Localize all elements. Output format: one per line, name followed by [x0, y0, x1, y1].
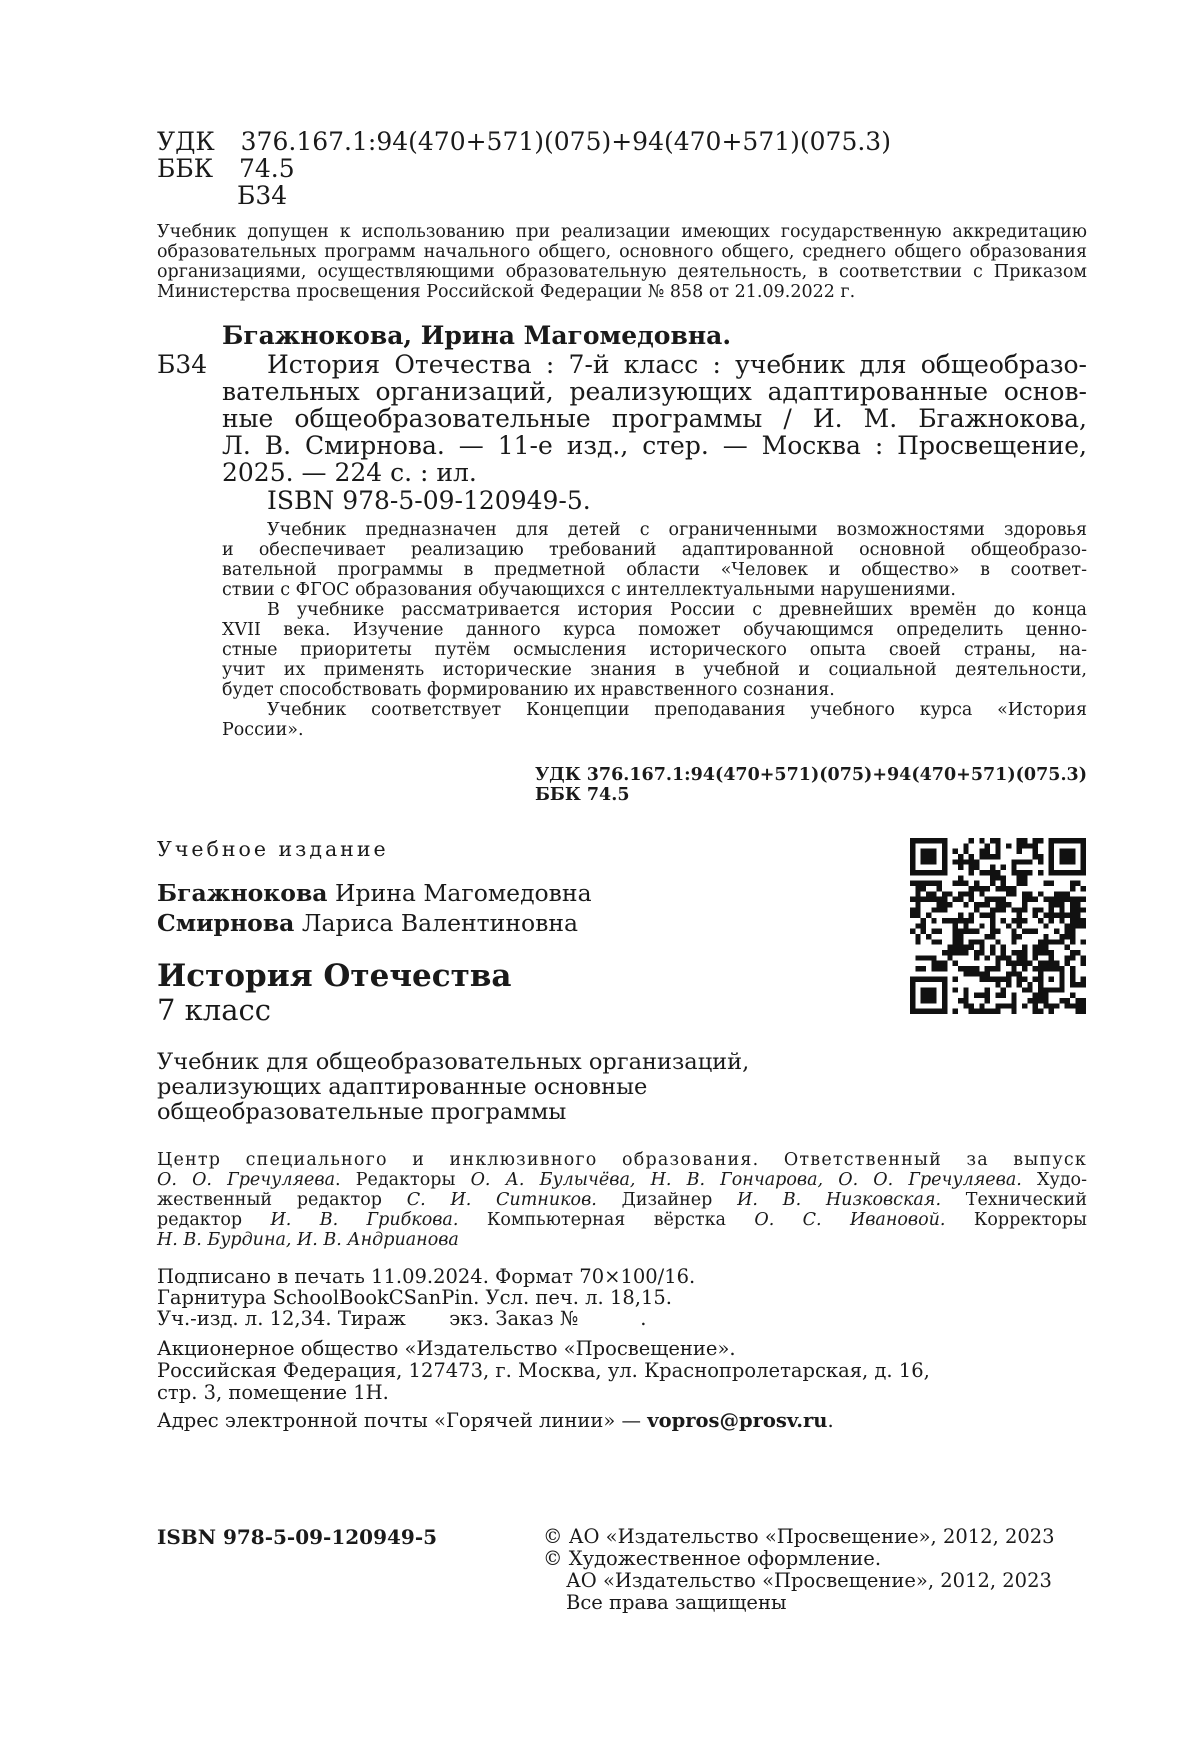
qr-code-icon — [910, 838, 1086, 1014]
annotation-line: стные приоритеты путём осмысления исторического опыта своей страны, на- — [222, 640, 1087, 660]
print-info — [157, 1266, 695, 1329]
subtitle-line: Учебник для общеобразовательных организаций, — [157, 1049, 750, 1075]
credit-text: Корректоры — [945, 1210, 1087, 1230]
author-name: Ирина Магомедовна — [335, 879, 592, 907]
annotation-line: Учебник соответствует Концепции преподавания учебного курса «История — [267, 700, 1087, 720]
footer-copyright — [543, 1526, 1055, 1614]
udk-label: УДК — [157, 127, 215, 156]
credit-person: О. С. Ивановой. — [754, 1210, 946, 1230]
approval-line: образовательных программ начального общего, основного общего, среднего общего образования — [157, 242, 1087, 262]
subtitle-line: реализующих адаптированные основные — [157, 1074, 648, 1100]
approval-line: организациями, осуществляющими образовательную деятельность, в соответствии с Приказом — [157, 262, 1087, 282]
credits-line — [157, 1170, 1087, 1190]
author-name: Лариса Валентиновна — [301, 909, 579, 937]
bbk-value: 74.5 — [239, 154, 295, 183]
author-line — [157, 878, 592, 908]
credit-person: С. И. Ситников. — [406, 1190, 597, 1210]
copyright-line: © Художественное оформление. — [543, 1547, 882, 1570]
catalog-author-heading: Бгажнокова, Ирина Магомедовна. — [222, 321, 732, 350]
author-surname: Смирнова — [157, 909, 295, 937]
credits-line — [157, 1210, 1087, 1230]
description-line: 2025. — 224 с. : ил. — [222, 458, 477, 487]
author-line — [157, 908, 592, 938]
publisher-line: стр. 3, помещение 1Н. — [157, 1381, 389, 1404]
catalog-annotation — [222, 520, 1087, 740]
annotation-line: учит их применять исторические знания в учебной и социальной деятельности, — [222, 660, 1087, 680]
credit-text: редактор — [157, 1210, 271, 1230]
credits-line — [157, 1190, 1087, 1210]
credits — [157, 1150, 1087, 1250]
catalog-description — [222, 351, 1087, 486]
credit-person: О. О. Гречуляева — [157, 1170, 336, 1190]
bbk-right: ББК 74.5 — [534, 785, 630, 805]
annotation-line: ствии с ФГОС образования обучающихся с интеллектуальными нарушениями. — [222, 580, 956, 600]
bbk-line — [157, 155, 295, 182]
catalog-mark: Б34 — [157, 350, 208, 379]
udk-right: УДК 376.167.1:94(470+571)(075)+94(470+571)(075.3) — [534, 765, 1087, 785]
book-subtitle — [157, 1050, 749, 1125]
catalog-udk-right — [535, 765, 1087, 805]
credit-text: Технический — [941, 1190, 1087, 1210]
copyright-line: Все права защищены — [566, 1591, 787, 1614]
annotation-line: России». — [222, 720, 304, 740]
publisher-info — [157, 1338, 930, 1404]
udk-value: 376.167.1:94(470+571)(075)+94(470+571)(075.3) — [240, 127, 891, 156]
hotline-text: Адрес электронной почты «Горячей линии» — — [157, 1409, 648, 1432]
catalog-isbn: ISBN 978-5-09-120949-5. — [267, 486, 591, 515]
bbk-label: ББК — [157, 154, 214, 183]
credit-text: Худо- — [1021, 1170, 1087, 1190]
subtitle-line: общеобразовательные программы — [157, 1099, 567, 1125]
description-line: вательных организаций, реализующих адаптированные основ- — [222, 377, 1087, 406]
description-line: Л. В. Смирнова. — 11-е изд., стер. — Москва : Просвещение, — [222, 431, 1087, 460]
author-mark: Б34 — [237, 181, 288, 210]
print-info-line: Гарнитура SchoolBookCSanPin. Усл. печ. л. 18,15. — [157, 1286, 672, 1309]
footer-isbn: ISBN 978-5-09-120949-5 — [157, 1525, 438, 1549]
annotation-line: В учебнике рассматривается история России с древнейших времён до конца — [267, 600, 1087, 620]
approval-line: Учебник допущен к использованию при реализации имеющих государственную аккредитацию — [157, 222, 1087, 242]
approval-text — [157, 222, 1087, 302]
publisher-line: Акционерное общество «Издательство «Просвещение». — [157, 1337, 736, 1360]
credits-line: Центр специального и инклюзивного образования. Ответственный за выпуск — [157, 1150, 1087, 1170]
approval-line: Министерства просвещения Российской Федерации № 858 от 21.09.2022 г. — [157, 282, 856, 302]
annotation-line: Учебник предназначен для детей с ограниченными возможностями здоровья — [267, 520, 1087, 540]
publisher-line: Российская Федерация, 127473, г. Москва, ул. Краснопролетарская, д. 16, — [157, 1359, 930, 1382]
credit-text: Компьютерная вёрстка — [458, 1210, 755, 1230]
annotation-line: будет способствовать формированию их нравственного сознания. — [222, 680, 835, 700]
edition-label: Учебное издание — [157, 837, 389, 861]
copyright-line: АО «Издательство «Просвещение», 2012, 2023 — [566, 1569, 1052, 1592]
book-title: История Отечества — [157, 958, 512, 994]
hotline-email[interactable]: vopros@prosv.ru — [647, 1409, 828, 1432]
hotline — [157, 1410, 834, 1432]
credits-line: Н. В. Бурдина, И. В. Андрианова — [157, 1230, 459, 1250]
annotation-line: вательной программы в предметной области «Человек и общество» в соответ- — [222, 560, 1087, 580]
annotation-line: XVII века. Изучение данного курса поможет обучающимся определить ценно- — [222, 620, 1087, 640]
credit-person: И. В. Грибкова. — [270, 1210, 459, 1230]
description-line: История Отечества : 7-й класс : учебник для общеобразо- — [267, 350, 1087, 379]
credit-text: жественный редактор — [157, 1190, 407, 1210]
author-surname: Бгажнокова — [157, 879, 328, 907]
print-info-line: Уч.-изд. л. 12,34. Тираж экз. Заказ № . — [157, 1307, 647, 1330]
annotation-line: и обеспечивает реализацию требований адаптированной основной общеобразо- — [222, 540, 1087, 560]
book-grade: 7 класс — [157, 993, 271, 1027]
credit-person: О. А. Булычёва, Н. В. Гончарова, О. О. Гречуляева. — [470, 1170, 1022, 1190]
hotline-end: . — [827, 1409, 834, 1432]
description-line: ные общеобразовательные программы / И. М. Бгажнокова, — [222, 404, 1087, 433]
udk-line — [157, 128, 891, 155]
print-info-line: Подписано в печать 11.09.2024. Формат 70×100/16. — [157, 1265, 696, 1288]
edition-authors — [157, 878, 592, 938]
credit-text: . Редакторы — [335, 1170, 471, 1190]
copyright-line: © АО «Издательство «Просвещение», 2012, 2023 — [543, 1525, 1055, 1548]
credit-person: И. В. Низковская. — [737, 1190, 942, 1210]
credit-text: Дизайнер — [596, 1190, 738, 1210]
